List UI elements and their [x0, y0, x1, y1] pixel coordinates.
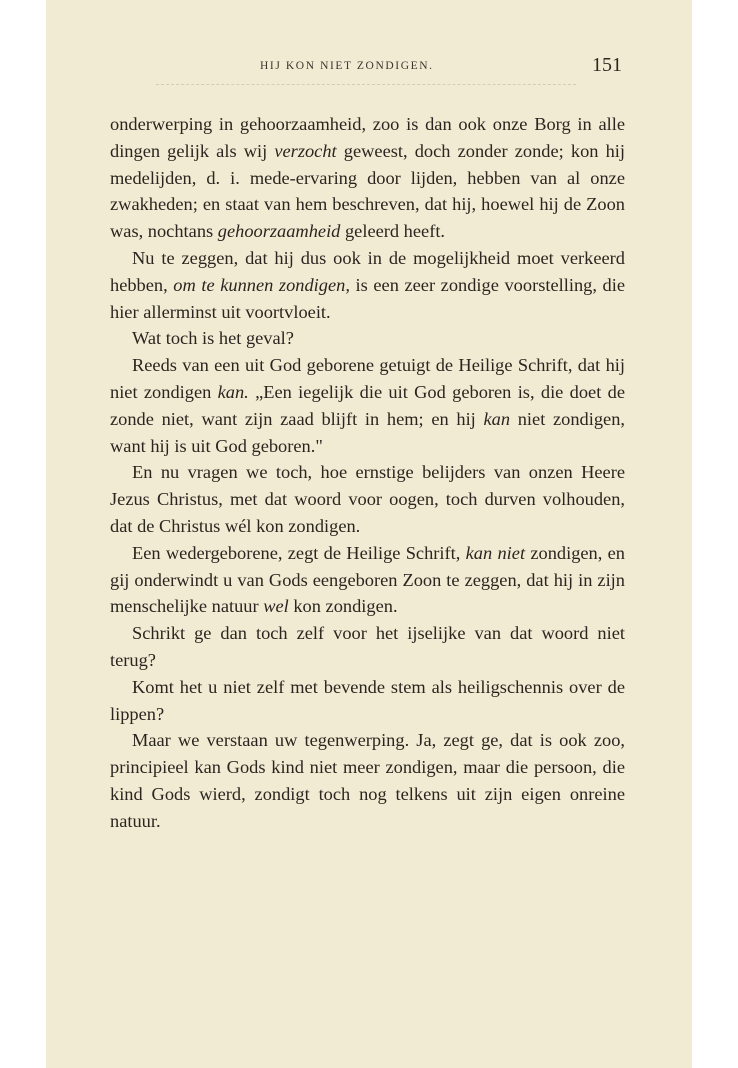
running-head: HIJ KON NIET ZONDIGEN. [260, 60, 434, 72]
paragraph [110, 111, 625, 245]
paragraph [110, 727, 625, 834]
text-run: Reeds van een uit God geborene getuigt de Heilige Schrift, dat hij niet zondigen [110, 355, 625, 402]
page-number: 151 [592, 54, 622, 76]
paragraph [110, 620, 625, 674]
text-run: Een wedergeborene, zegt de Heilige Schrift, [132, 542, 466, 563]
italic-text: om te kunnen zondigen, [173, 274, 350, 295]
italic-text: wel [263, 596, 289, 617]
paragraph [110, 245, 625, 325]
paragraph [110, 325, 625, 352]
text-run: Maar we verstaan uw tegenwerping. Ja, zegt ge, dat is ook zoo, principieel kan Gods kind niet meer zondigen, maar die persoon, die kind Gods wierd, zondigt toch nog telkens uit zijn eigen onreine natuur. [110, 730, 625, 831]
paragraph [110, 352, 625, 459]
italic-text: kan [483, 408, 511, 429]
paragraph [110, 459, 625, 539]
text-run: Komt het u niet zelf met bevende stem als heiligschennis over de lippen? [110, 676, 625, 724]
body-text [110, 111, 625, 835]
text-run: Nu te zeggen, dat hij dus ook in de mogelijkheid moet verkeerd hebben, [110, 247, 625, 295]
text-run: zondigen, en gij onderwindt u van Gods eengeboren Zoon te zeggen, dat hij in zijn menschelijke natuur [110, 542, 625, 617]
italic-text: verzocht [274, 140, 337, 161]
text-run: geleerd heeft. [340, 221, 446, 242]
text-run: En nu vragen we toch, hoe ernstige belijders van onzen Heere Jezus Christus, met dat woord voor oogen, toch durven volhouden, dat de Christus wél kon zondigen. [110, 462, 625, 536]
italic-text: kan. [217, 381, 249, 402]
text-run: niet zondigen, want hij is uit God geboren." [110, 408, 625, 456]
paragraph [110, 674, 625, 728]
text-run: Schrikt ge dan toch zelf voor het ijselijke van dat woord niet terug? [110, 623, 625, 670]
page-header [46, 54, 692, 78]
book-page [46, 0, 692, 1068]
text-run: geweest, doch zonder zonde; kon hij medelijden, d. i. mede-ervaring door lijden, hebben van al onze zwakheden; en staat van hem beschreven, dat hij, hoewel hij de Zoon was, nochtans [110, 140, 625, 242]
text-run: is een zeer zondige voorstelling, die hier allerminst uit voortvloeit. [110, 274, 625, 322]
text-run: kon zondigen. [288, 596, 398, 617]
text-run: Wat toch is het geval? [132, 328, 294, 349]
italic-text: gehoorzaamheid [217, 221, 341, 242]
italic-text: kan niet [465, 542, 526, 563]
text-run: „Een iegelijk die uit God geboren is, die doet de zonde niet, want zijn zaad blijft in hem; en hij [110, 381, 625, 429]
text-run: onderwerping in gehoorzaamheid, zoo is dan ook onze Borg in alle dingen gelijk als wij [110, 114, 625, 161]
header-rule [156, 84, 576, 85]
paragraph [110, 540, 625, 620]
